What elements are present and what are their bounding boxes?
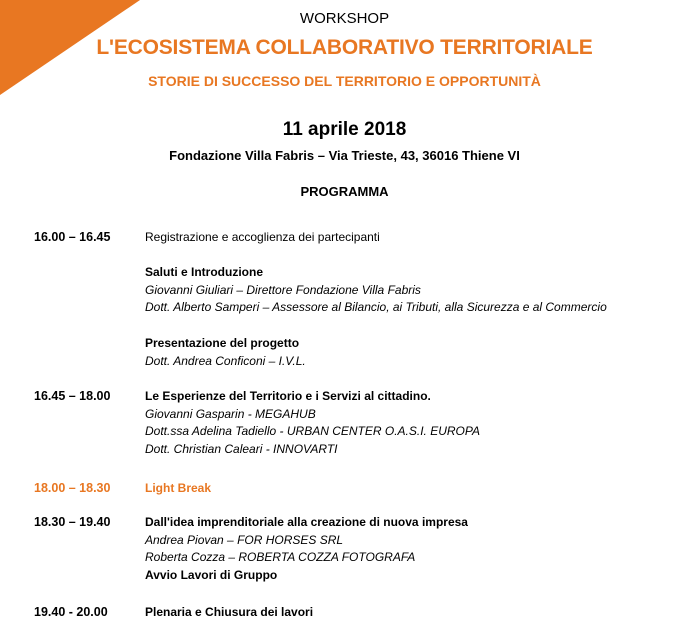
- event-kicker: WORKSHOP: [299, 10, 390, 27]
- speaker-line: Giovanni Giuliari – Direttore Fondazione Villa Fabris: [145, 282, 421, 297]
- schedule-time: 19.40 - 20.00: [34, 605, 108, 619]
- speaker-line: Giovanni Gasparin - MEGAHUB: [145, 406, 316, 421]
- speaker-line: Dott. Christian Caleari - INNOVARTI: [145, 441, 338, 456]
- speaker-line: Andrea Piovan – FOR HORSES SRL: [145, 532, 344, 547]
- event-date: 11 aprile 2018: [282, 119, 407, 140]
- schedule-time: 16.45 – 18.00: [34, 389, 111, 403]
- speaker-line: Dott. Alberto Samperi – Assessore al Bilancio, ai Tributi, alla Sicurezza e al Commercio: [145, 300, 607, 314]
- schedule-time: 18.00 – 18.30: [34, 481, 111, 495]
- session-title: Saluti e Introduzione: [145, 265, 264, 279]
- session-title: Avvio Lavori di Gruppo: [145, 567, 278, 582]
- event-title: L'ECOSISTEMA COLLABORATIVO TERRITORIALE: [96, 36, 593, 59]
- speaker-line: Dott.ssa Adelina Tadiello - URBAN CENTER O.A.S.I. EUROPA: [145, 424, 480, 438]
- session-title: Dall'idea imprenditoriale alla creazione di nuova impresa: [145, 515, 468, 529]
- session-title: Presentazione del progetto: [145, 336, 300, 350]
- program-heading: PROGRAMMA: [300, 184, 389, 199]
- schedule-time: 18.30 – 19.40: [34, 515, 111, 529]
- speaker-line: Dott. Andrea Conficoni – I.V.L.: [145, 353, 306, 368]
- schedule-time: 16.00 – 16.45: [34, 230, 111, 244]
- session-title: Plenaria e Chiusura dei lavori: [145, 605, 314, 619]
- session-title: Light Break: [145, 481, 212, 495]
- session-description: Registrazione e accoglienza dei partecipanti: [145, 230, 380, 244]
- event-subtitle: STORIE DI SUCCESSO DEL TERRITORIO E OPPORTUNITÀ: [148, 73, 541, 89]
- event-venue: Fondazione Villa Fabris – Via Trieste, 43, 36016 Thiene VI: [169, 148, 520, 163]
- session-title: Le Esperienze del Territorio e i Servizi al cittadino.: [145, 389, 431, 403]
- speaker-line: Roberta Cozza – ROBERTA COZZA FOTOGRAFA: [145, 550, 416, 564]
